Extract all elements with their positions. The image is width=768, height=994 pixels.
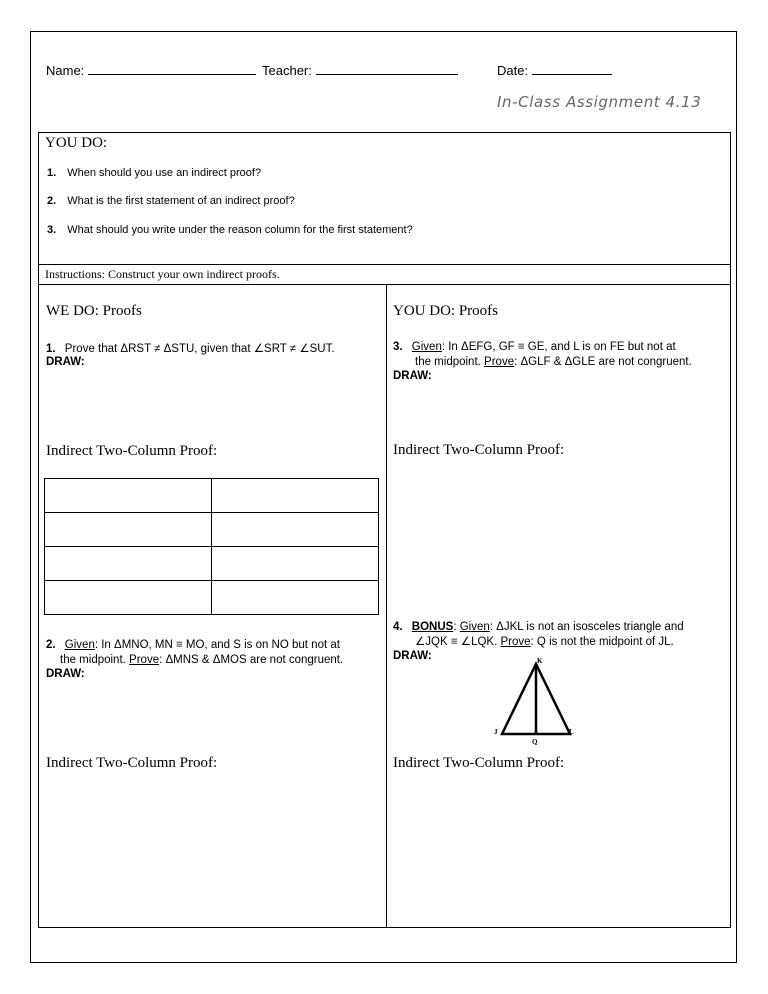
given-text-cont: the midpoint. [415,356,485,368]
question-number: 1. [47,167,57,179]
vertex-label-j: J [494,728,498,736]
question-2 [47,195,295,207]
question-number: 2. [47,195,57,207]
problem-text: Prove that ΔRST ≠ ΔSTU, given that ∠SRT ≠ ∠SUT. [64,343,335,355]
problem-3 [393,340,692,370]
prove-text: : ΔMNS & ΔMOS are not congruent. [159,654,344,666]
given-text: : In ΔMNO, MN ≡ MO, and S is on NO but not at [94,639,340,651]
table-row [45,547,379,581]
problem-number: 1. [46,343,56,355]
prove-text: : ΔGLF & ΔGLE are not congruent. [514,356,692,368]
teacher-label: Teacher: [262,63,312,78]
date-field[interactable] [497,62,612,78]
reason-cell[interactable] [212,581,379,615]
instructions-text: Construct your own indirect proofs. [105,267,280,281]
proof-title: Indirect Two-Column Proof: [393,755,565,771]
draw-label: DRAW: [393,650,432,662]
problem-4-line-2 [393,635,684,650]
point-label-q: Q [532,738,538,746]
you-do-title: YOU DO: [45,135,108,151]
problem-number: 2. [46,639,56,651]
name-line[interactable] [88,62,256,75]
given-label: Given [459,621,490,633]
statement-cell[interactable] [45,547,212,581]
problem-4-line-1 [393,620,684,635]
problem-2-line-2 [46,653,343,668]
we-do-title: WE DO: Proofs [46,303,142,319]
question-1 [47,167,261,179]
question-number: 3. [47,224,57,236]
problem-4 [393,620,684,650]
given-text: : In ΔEFG, GF ≡ GE, and L is on FE but not at [441,341,676,353]
name-label: Name: [46,63,85,78]
prove-label: Prove [129,654,160,666]
bonus-label: BONUS [411,621,454,633]
teacher-line[interactable] [316,62,458,75]
question-text: What should you write under the reason column for the first statement? [67,224,413,236]
reason-cell[interactable] [212,513,379,547]
draw-label: DRAW: [46,668,85,680]
date-label: Date: [497,63,529,78]
proof-title: Indirect Two-Column Proof: [46,755,218,771]
statement-cell[interactable] [45,581,212,615]
problem-1 [46,342,335,357]
teacher-field[interactable] [262,62,458,78]
prove-text: : Q is not the midpoint of JL. [530,636,674,648]
proof-table [44,478,379,615]
instructions [45,267,280,282]
reason-cell[interactable] [212,479,379,513]
name-field[interactable] [46,62,256,78]
statement-cell[interactable] [45,479,212,513]
question-text: What is the first statement of an indirect proof? [67,195,295,207]
given-label: Given [64,639,95,651]
given-text: : ΔJKL is not an isosceles triangle and [489,621,684,633]
you-do-section [38,132,731,265]
table-row [45,513,379,547]
you-do-proofs-column [386,284,731,928]
date-line[interactable] [532,62,612,75]
draw-label: DRAW: [393,370,432,382]
assignment-title: In-Class Assignment 4.13 [497,93,702,111]
vertex-label-l: L [569,728,574,736]
instructions-label: Instructions: [45,267,105,281]
problem-3-line-1 [393,340,692,355]
given-text-cont: ∠JQK ≡ ∠LQK. [415,636,501,648]
given-text-cont: the midpoint. [60,654,130,666]
problem-3-line-2 [393,355,692,370]
prove-label: Prove [484,356,515,368]
question-text: When should you use an indirect proof? [67,167,262,179]
vertex-label-k: K [537,657,543,665]
proof-title: Indirect Two-Column Proof: [46,443,218,459]
triangle-jkl-diagram [490,652,580,748]
problem-number: 4. [393,621,403,633]
question-3 [47,224,413,236]
given-label: Given [411,341,442,353]
reason-cell[interactable] [212,547,379,581]
statement-cell[interactable] [45,513,212,547]
draw-label: DRAW: [46,356,85,368]
problem-2-line-1 [46,638,343,653]
prove-label: Prove [500,636,531,648]
bonus-colon: : [453,621,460,633]
problem-number: 3. [393,341,403,353]
you-do-proofs-title: YOU DO: Proofs [393,303,498,319]
table-row [45,581,379,615]
proof-title: Indirect Two-Column Proof: [393,442,565,458]
problem-2 [46,638,343,668]
table-row [45,479,379,513]
instructions-bar [38,264,731,285]
